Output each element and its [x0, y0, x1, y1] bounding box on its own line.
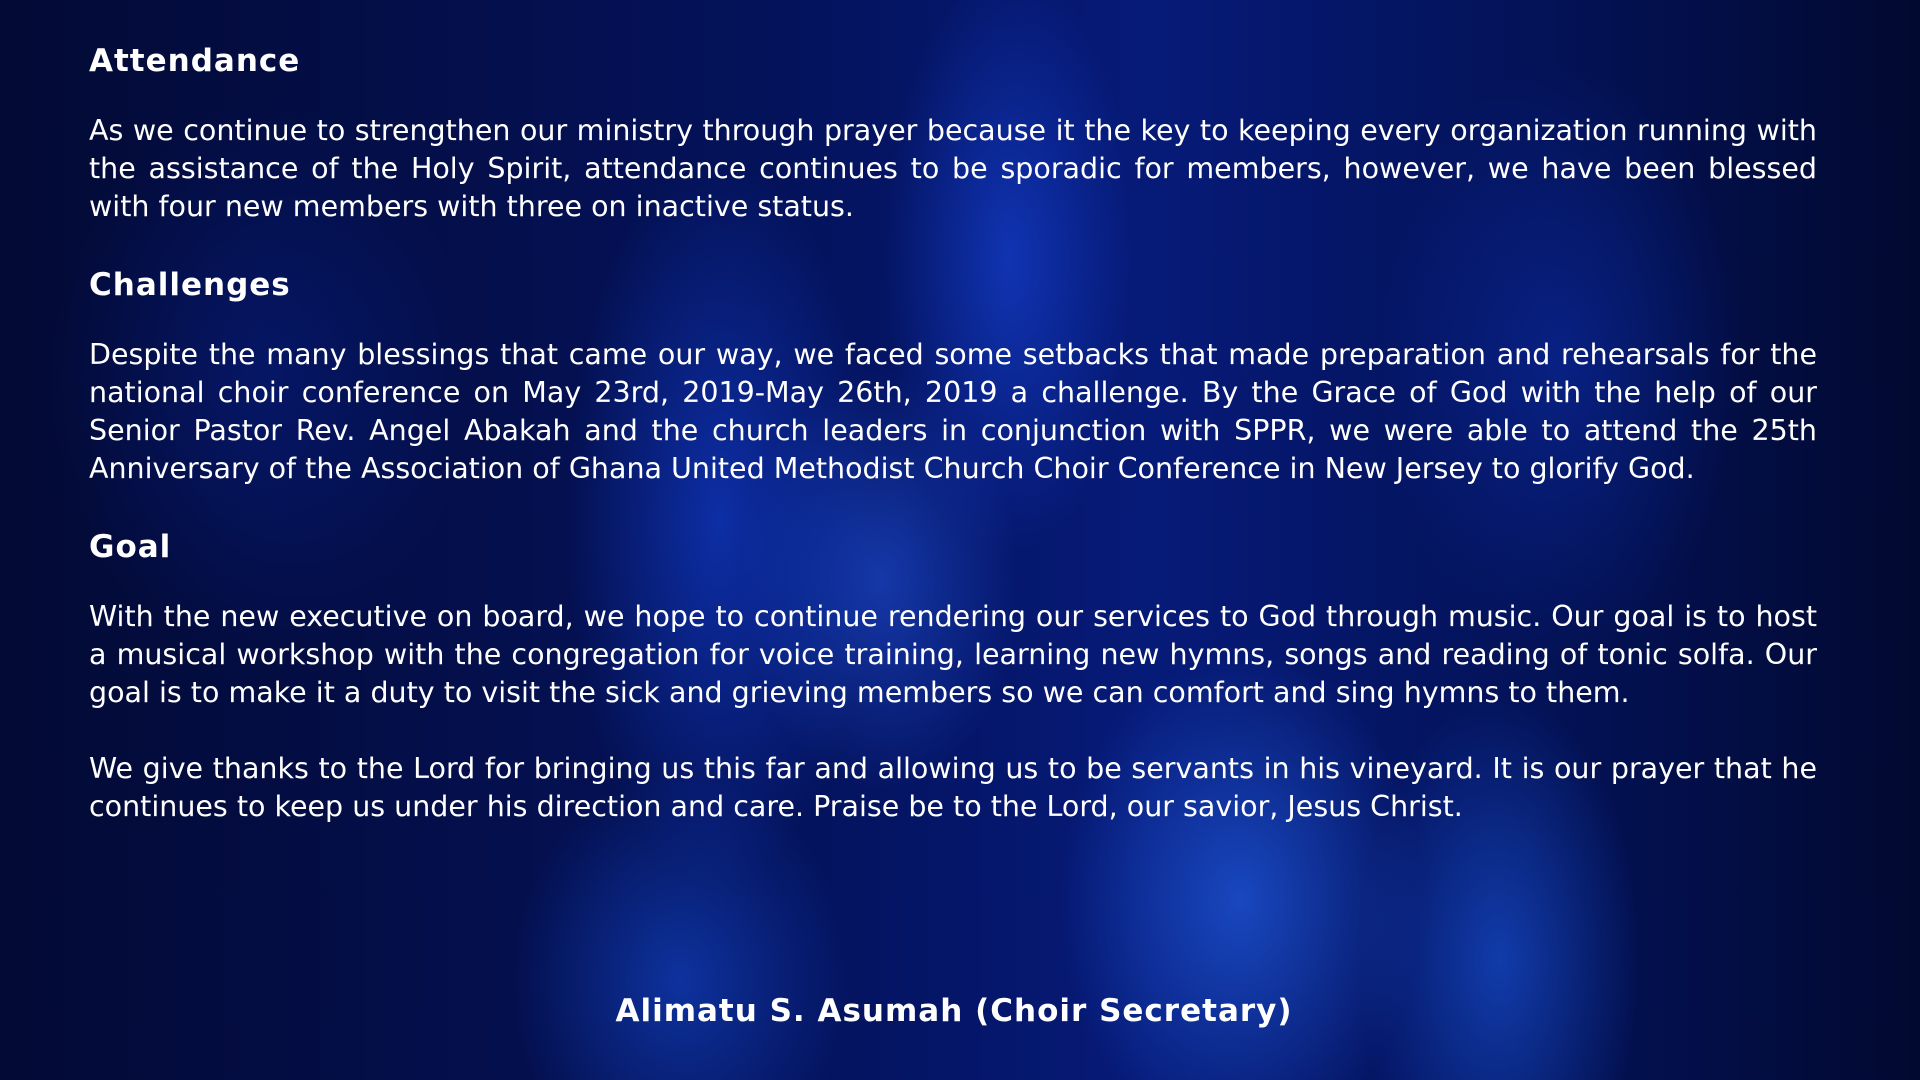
goal-heading: Goal	[89, 529, 172, 565]
attendance-heading: Attendance	[89, 43, 301, 79]
challenges-paragraph: Despite the many blessings that came our way, we faced some setbacks that made preparation and rehearsals for the national choir conference on May 23rd, 2019-May 26th, 2019 a challenge. By the Grace of God with the help of our Senior Pastor Rev. Angel Abakah and the church leaders in conjunction with SPPR, we were able to attend the 25th Anniversary of the Association of Ghana United Methodist Church Choir Conference in New Jersey to glorify God.	[89, 338, 1817, 485]
signature: Alimatu S. Asumah (Choir Secretary)	[615, 993, 1293, 1029]
attendance-paragraph: As we continue to strengthen our ministry through prayer because it the key to keeping every organization running with the assistance of the Holy Spirit, attendance continues to be sporadic for members, however, we have been blessed with four new members with three on inactive status.	[89, 114, 1817, 223]
challenges-heading: Challenges	[89, 267, 291, 303]
report-content	[89, 40, 1817, 864]
goal-paragraph: With the new executive on board, we hope to continue rendering our services to God through music. Our goal is to host a musical workshop with the congregation for voice training, learning new hymns, songs and reading of tonic solfa. Our goal is to make it a duty to visit the sick and grieving members so we can comfort and sing hymns to them.	[89, 600, 1817, 709]
closing-paragraph: We give thanks to the Lord for bringing us this far and allowing us to be servants in his vineyard. It is our prayer that he continues to keep us under his direction and care. Praise be to the Lord, our savior, Jesus Christ.	[89, 752, 1817, 823]
